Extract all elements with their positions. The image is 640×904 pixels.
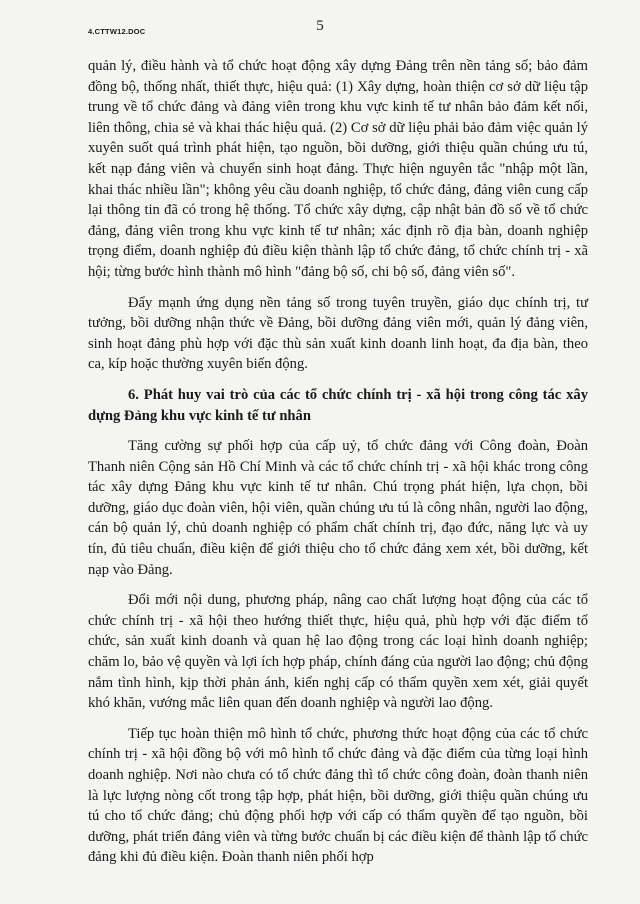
paragraph-model-completion: Tiếp tục hoàn thiện mô hình tổ chức, phương thức hoạt động của các tổ chức chính trị - xã hội đồng bộ với mô hình tổ chức đảng và đặc điểm của từng loại hình doanh nghiệp. Nơi nào chưa có tổ chức đảng thì tổ chức công đoàn, đoàn thanh niên là lực lượng nòng cốt trong tập hợp, phát hiện, bồi dưỡng, giới thiệu quần chúng ưu tú cho tổ chức đảng; chủ động phối hợp với cấp có thẩm quyền để tạo nguồn, bồi dưỡng, phát triển đảng viên và từng bước chuẩn bị các điều kiện để thành lập tổ chức đảng khi đủ điều kiện. Đoàn thanh niên phối hợp [88, 725, 588, 866]
paragraph-coordination: Tăng cường sự phối hợp của cấp uỷ, tổ chức đảng với Công đoàn, Đoàn Thanh niên Cộng sản Hồ Chí Minh và các tổ chức chính trị - xã hội khác trong công tác xây dựng Đảng khu vực kinh tế tư nhân. Chú trọng phát hiện, lựa chọn, bồi dưỡng, giáo dục đoàn viên, hội viên, quần chúng ưu tú là công nhân, người lao động, cán bộ quản lý, chủ doanh nghiệp có phẩm chất chính trị, đạo đức, năng lực và uy tín, đủ tiêu chuẩn, điều kiện để giới thiệu cho tổ chức đảng xem xét, bồi dưỡng, kết nạp vào Đảng. [88, 438, 588, 578]
document-code: 4.CTTW12.DOC [88, 27, 146, 36]
paragraph-continued: quản lý, điều hành và tổ chức hoạt động xây dựng Đảng trên nền tảng số; bảo đảm đồng bộ, thống nhất, thiết thực, hiệu quả: (1) Xây dựng, hoàn thiện cơ sở dữ liệu tập trung về tổ chức đảng và đảng viên trong khu vực kinh tế tư nhân bảo đảm kết nối, liên thông, chia sẻ và khai thác hiệu quả. (2) Cơ sở dữ liệu phải bảo đảm việc quản lý xuyên suốt quá trình phát hiện, tạo nguồn, bồi dưỡng, giới thiệu quần chúng ưu tú, kết nạp đảng viên và chuyển sinh hoạt đảng. Thực hiện nguyên tắc "nhập một lần, khai thác nhiều lần"; không yêu cầu doanh nghiệp, tổ chức đảng, đảng viên cung cấp lại thông tin đã có trong hệ thống. Tổ chức xây dựng, cập nhật bản đồ số về tổ chức đảng, đảng viên trong khu vực kinh tế tư nhân; xác định rõ địa bàn, doanh nghiệp trọng điểm, doanh nghiệp đủ điều kiện thành lập tổ chức đảng, tổ chức chính trị - xã hội; từng bước hình thành mô hình "đảng bộ số, chi bộ số, đảng viên số". [88, 58, 588, 280]
page-number: 5 [316, 18, 324, 34]
paragraph-digital-platform: Đẩy mạnh ứng dụng nền tảng số trong tuyên truyền, giáo dục chính trị, tư tưởng, bồi dưỡng nhận thức về Đảng, bồi dưỡng đảng viên mới, quản lý đảng viên, sinh hoạt đảng phù hợp với đặc thù sản xuất kinh doanh linh hoạt, đa địa bàn, theo ca, kíp hoặc thường xuyên biến động. [88, 294, 588, 373]
document-body [88, 56, 588, 878]
paragraph-innovation: Đổi mới nội dung, phương pháp, nâng cao chất lượng hoạt động của các tổ chức chính trị - xã hội theo hướng thiết thực, hiệu quả, phù hợp với đặc điểm tổ chức, sản xuất kinh doanh và quan hệ lao động trong các loại hình doanh nghiệp; chăm lo, bảo vệ quyền và lợi ích hợp pháp, chính đáng của người lao động; chủ động nắm tình hình, kịp thời phản ánh, kiến nghị cấp có thẩm quyền xem xét, giải quyết khó khăn, vướng mắc liên quan đến doanh nghiệp và người lao động. [88, 592, 588, 712]
section-heading-6: 6. Phát huy vai trò của các tổ chức chính trị - xã hội trong công tác xây dựng Đảng khu vực kinh tế tư nhân [88, 386, 588, 424]
